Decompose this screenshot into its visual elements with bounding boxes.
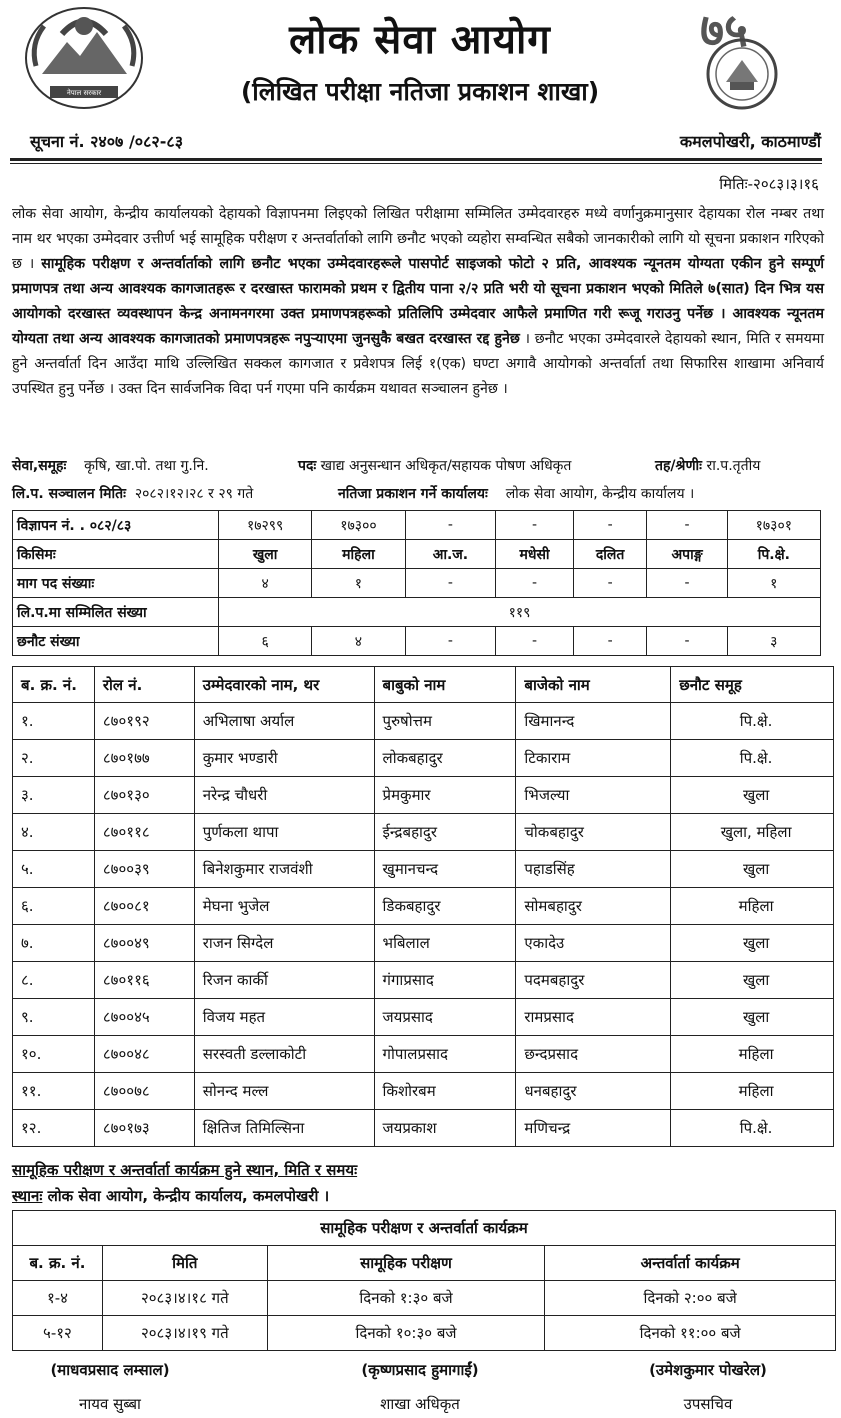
table-cell: कुमार भण्डारी	[194, 740, 374, 777]
table-cell: मणिचन्द्र	[516, 1110, 671, 1147]
table-row	[13, 777, 834, 814]
schedule-row: ५-१२ २०८३।४।१९ गते दिनको १०:३० बजे दिनको ११:०० बजे	[13, 1316, 836, 1351]
table-cell: रिजन कार्की	[194, 962, 374, 999]
table-cell: ८७०१९२	[94, 703, 194, 740]
table-cell: पदमबहादुर	[516, 962, 671, 999]
office-address: कमलपोखरी, काठमाण्डौं	[679, 132, 821, 151]
publishing-office: नतिजा प्रकाशन गर्ने कार्यालयः लोक सेवा आयोग, केन्द्रीय कार्यालय ।	[338, 486, 695, 502]
notice-number: सूचना नं. २४०७ /०८२-८३	[30, 132, 184, 151]
svg-text:नेपाल सरकार: नेपाल सरकार	[66, 89, 102, 97]
table-cell: पि.क्षे.	[671, 740, 834, 777]
summary-row: किसिमः खुला महिला आ.ज. मधेसी दलित अपाङ्ग पि.क्षे.	[13, 540, 821, 569]
schedule-heading: सामूहिक परीक्षण र अन्तर्वार्ता कार्यक्रम हुने स्थान, मिति र समयः	[12, 1161, 358, 1179]
table-cell: ८७००४८	[94, 1036, 194, 1073]
table-cell: ८७००४५	[94, 999, 194, 1036]
nepal-emblem-icon	[22, 4, 147, 110]
schedule-place: स्थानः लोक सेवा आयोग, केन्द्रीय कार्यालय, कमलपोखरी ।	[12, 1187, 330, 1205]
table-cell: डिकबहादुर	[374, 888, 516, 925]
table-cell: विजय महत	[194, 999, 374, 1036]
table-cell: ८७०१७७	[94, 740, 194, 777]
table-cell: पहाडसिंह	[516, 851, 671, 888]
table-cell: ८७०१३०	[94, 777, 194, 814]
table-cell: खुला	[671, 777, 834, 814]
post: पदः खाद्य अनुसन्धान अधिकृत/सहायक पोषण अधिकृत	[298, 458, 572, 474]
header-divider	[10, 158, 822, 161]
table-cell: ८७००८१	[94, 888, 194, 925]
signature-block	[598, 1360, 818, 1414]
table-cell: सरस्वती डल्लाकोटी	[194, 1036, 374, 1073]
table-cell: गंगाप्रसाद	[374, 962, 516, 999]
table-row	[13, 740, 834, 777]
table-cell: ११.	[13, 1073, 95, 1110]
table-cell: सोमबहादुर	[516, 888, 671, 925]
table-cell: भिजल्या	[516, 777, 671, 814]
table-row	[13, 888, 834, 925]
table-cell: ८.	[13, 962, 95, 999]
table-cell: ६.	[13, 888, 95, 925]
table-row	[13, 1036, 834, 1073]
table-row	[13, 962, 834, 999]
level: तह/श्रेणीः रा.प.तृतीय	[655, 458, 761, 474]
table-cell: लोकबहादुर	[374, 740, 516, 777]
table-cell: बिनेशकुमार राजवंशी	[194, 851, 374, 888]
table-cell: जयप्रसाद	[374, 999, 516, 1036]
table-cell: ३.	[13, 777, 95, 814]
table-cell: रामप्रसाद	[516, 999, 671, 1036]
results-table	[12, 666, 834, 1147]
table-cell: जयप्रकाश	[374, 1110, 516, 1147]
table-row	[13, 1110, 834, 1147]
notice-interview-details: । छनौट भएका उम्मेदवारले देहायको स्थान, मिति र समयमा हुने अन्तर्वार्ता दिन आउँदा माथि उल्लिखित सक्कल कागजात र प्रवेशपत्र लिई १(एक) घण्टा अगावै आयोगको अन्तर्वार्ता तथा सिफारिस शाखामा अनिवार्य उपस्थित हुनु पर्नेछ । उक्त दिन सार्वजनिक विदा पर्न गएमा पनि कार्यक्रम यथावत सञ्चालन हुनेछ ।	[12, 331, 824, 397]
table-cell: खुला	[671, 962, 834, 999]
table-cell: खुला	[671, 851, 834, 888]
table-cell: खुला	[671, 925, 834, 962]
table-row	[13, 925, 834, 962]
signature-block	[310, 1360, 530, 1414]
header-divider-thin	[10, 163, 822, 164]
table-cell: ८७००४९	[94, 925, 194, 962]
signatory-designation: शाखा अधिकृत	[380, 1395, 460, 1413]
table-cell: सोनन्द मल्ल	[194, 1073, 374, 1110]
table-row	[13, 1073, 834, 1110]
table-cell: छन्दप्रसाद	[516, 1036, 671, 1073]
table-cell: १२.	[13, 1110, 95, 1147]
table-cell: महिला	[671, 1073, 834, 1110]
signatory-name: (उमेशकुमार पोखरेल)	[649, 1361, 767, 1379]
table-row	[13, 814, 834, 851]
service-group: सेवा,समूहः कृषि, खा.पो. तथा गु.नि.	[12, 458, 209, 474]
table-cell: क्षितिज तिमिल्सिना	[194, 1110, 374, 1147]
table-cell: २.	[13, 740, 95, 777]
schedule-row: १-४ २०८३।४।१८ गते दिनको १:३० बजे दिनको २:०० बजे	[13, 1281, 836, 1316]
page-title: लोक सेवा आयोग	[289, 17, 551, 63]
table-cell: किशोरबम	[374, 1073, 516, 1110]
table-cell: खिमानन्द	[516, 703, 671, 740]
notice-instructions: सामूहिक परीक्षण र अन्तर्वार्ताको लागि छनौट भएका उम्मेदवारहरूले पासपोर्ट साइजको फोटो २ प्रति, आवश्यक न्यूनतम योग्यता एकीन हुने सम्पूर्ण प्रमाणपत्र तथा अन्य आवश्यक कागजातहरू र दरखास्त फारामको प्रथम र द्वितीय पाना २/२ प्रति भरी यो सूचना प्रकाशन भएको मितिले ७(सात) दिन भित्र यस आयोगको दरखास्त व्यवस्थापन केन्द्र अनामनगरमा उक्त प्रमाणपत्रहरूको प्रतिलिपि उम्मेदवार आफैले प्रमाणित गरी रूजू गराउनु पर्नेछ । आवश्यक न्यूनतम योग्यता तथा अन्य आवश्यक कागजातको प्रमाणपत्रहरू नपुर्‍याएमा जुनसुकै बखत दरखास्त रद्द हुनेछ	[12, 256, 825, 347]
table-cell: मेघना भुजेल	[194, 888, 374, 925]
table-row	[13, 703, 834, 740]
table-cell: ८७००७८	[94, 1073, 194, 1110]
table-cell: अभिलाषा अर्याल	[194, 703, 374, 740]
table-cell: महिला	[671, 888, 834, 925]
table-cell: टिकाराम	[516, 740, 671, 777]
summary-table	[12, 510, 821, 656]
table-cell: ८७०११८	[94, 814, 194, 851]
table-cell: खुला	[671, 999, 834, 1036]
table-cell: नरेन्द्र चौधरी	[194, 777, 374, 814]
table-cell: भबिलाल	[374, 925, 516, 962]
table-row	[13, 851, 834, 888]
schedule-header: ब. क्र. नं. मिति सामूहिक परीक्षण अन्तर्वार्ता कार्यक्रम	[13, 1246, 836, 1281]
notice-intro: लोक सेवा आयोग, केन्द्रीय कार्यालयको देहायको विज्ञापनमा लिइएको लिखित परीक्षामा सम्मिलित उम्मेदवारहरु मध्ये वर्णानुक्रमानुसार देहायका रोल नम्बर तथा नाम थर भएका उम्मेदवार उत्तीर्ण भई सामूहिक परीक्षण र अन्तर्वार्ताको लागि छनौट भएको व्यहोरा सम्वन्धित सबैको जानकारीको लागि यो सूचना प्रकाशन गरिएको छ ।	[12, 206, 824, 272]
table-cell: पुर्णकला थापा	[194, 814, 374, 851]
table-cell: ८७००३९	[94, 851, 194, 888]
schedule-table	[12, 1210, 836, 1351]
table-cell: १०.	[13, 1036, 95, 1073]
table-cell: राजन सिग्देल	[194, 925, 374, 962]
exam-date: लि.प. सञ्चालन मितिः २०८२।१२।२८ र २९ गते	[12, 486, 254, 502]
table-cell: ५.	[13, 851, 95, 888]
schedule-table-title: सामूहिक परीक्षण र अन्तर्वार्ता कार्यक्रम	[13, 1211, 836, 1246]
table-cell: ९.	[13, 999, 95, 1036]
table-cell: चोकबहादुर	[516, 814, 671, 851]
table-cell: प्रेमकुमार	[374, 777, 516, 814]
summary-row: लि.प.मा सम्मिलित संख्या ११९	[13, 598, 821, 627]
table-cell: ८७०१७३	[94, 1110, 194, 1147]
table-cell: पि.क्षे.	[671, 703, 834, 740]
table-cell: १.	[13, 703, 95, 740]
table-cell: ८७०११६	[94, 962, 194, 999]
table-cell: धनबहादुर	[516, 1073, 671, 1110]
table-cell: ७.	[13, 925, 95, 962]
signatory-designation: उपसचिव	[683, 1395, 733, 1413]
anniversary-logo-icon	[686, 4, 790, 116]
table-row	[13, 999, 834, 1036]
notice-paragraph	[12, 202, 824, 402]
notice-date: मितिः-२०८३।३।१६	[719, 175, 819, 193]
signature-block	[0, 1360, 220, 1414]
summary-row: छनौट संख्या ६ ४ - - - - ३	[13, 627, 821, 656]
signatory-name: (कृष्णप्रसाद हुमागाईं)	[361, 1361, 479, 1379]
signatory-name: (माधवप्रसाद लम्साल)	[50, 1361, 170, 1379]
table-cell: पि.क्षे.	[671, 1110, 834, 1147]
table-cell: ईन्द्रबहादुर	[374, 814, 516, 851]
table-cell: गोपालप्रसाद	[374, 1036, 516, 1073]
table-cell: पुरुषोत्तम	[374, 703, 516, 740]
table-cell: खुमानचन्द	[374, 851, 516, 888]
summary-row: माग पद संख्याः ४ १ - - - - १	[13, 569, 821, 598]
table-cell: एकादेउ	[516, 925, 671, 962]
signatory-designation: नायव सुब्बा	[79, 1395, 141, 1413]
results-header: ब. क्र. नं. रोल नं. उम्मेदवारको नाम, थर बाबुको नाम बाजेको नाम छनौट समूह	[13, 667, 834, 703]
table-cell: ४.	[13, 814, 95, 851]
page-subtitle: (लिखित परीक्षा नतिजा प्रकाशन शाखा)	[240, 77, 600, 106]
svg-text:७५: ७५	[700, 4, 748, 57]
summary-row: विज्ञापन नं. . ०८२/८३ १७२९९ १७३०० - - - - १७३०१	[13, 511, 821, 540]
table-cell: महिला	[671, 1036, 834, 1073]
table-cell: खुला, महिला	[671, 814, 834, 851]
